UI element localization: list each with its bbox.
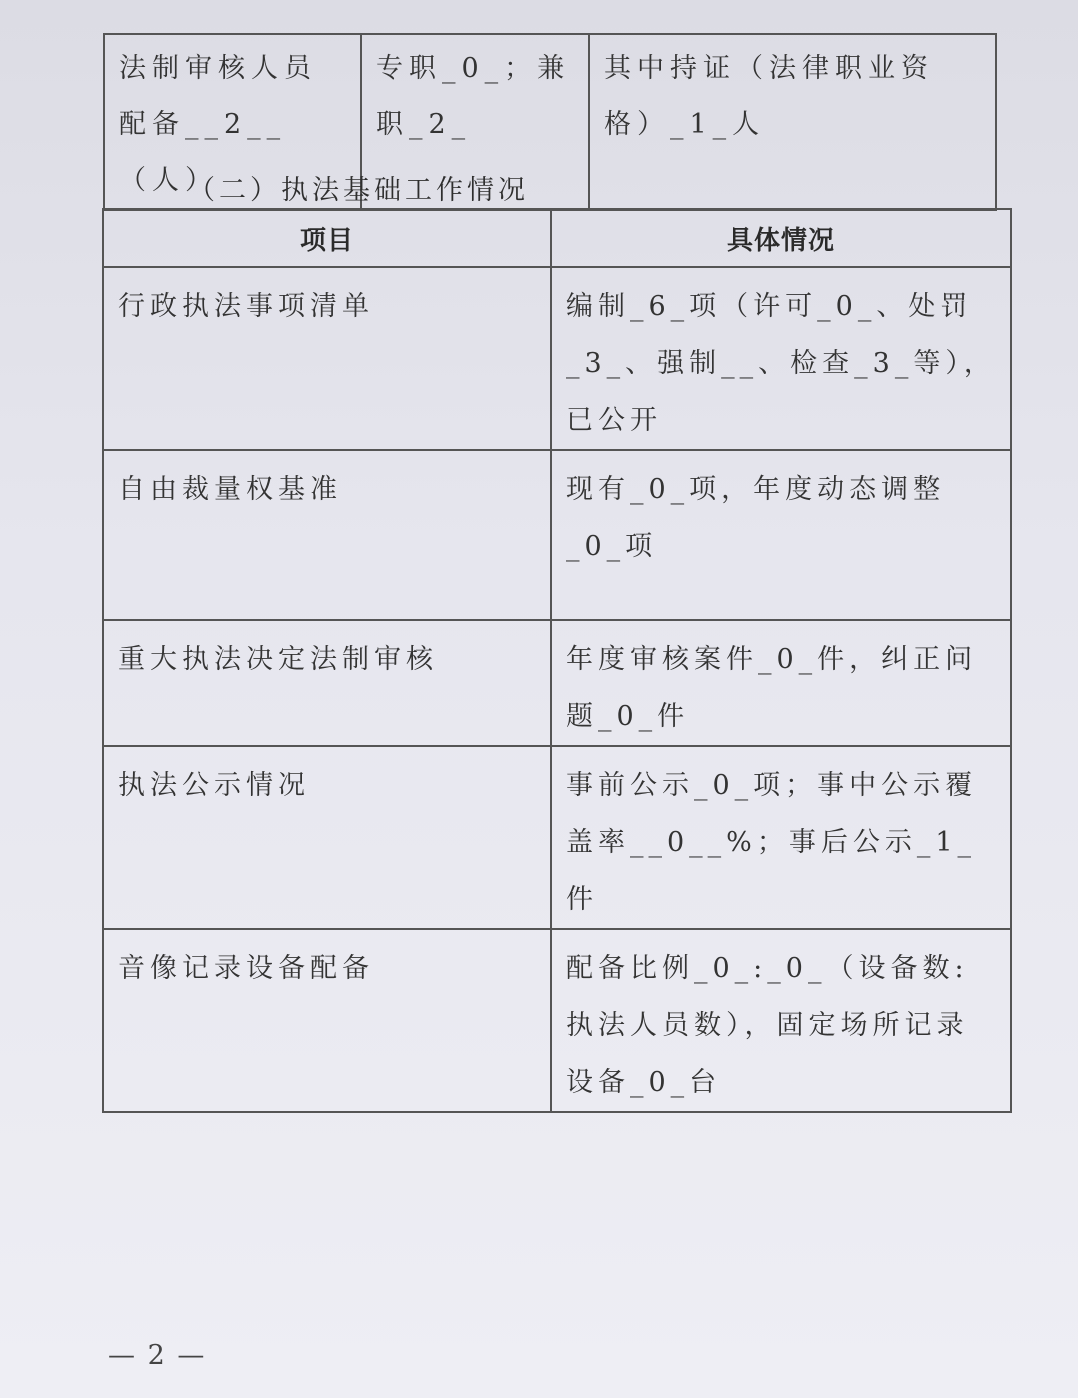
table-row (103, 620, 1011, 746)
staffing-label: 法制审核人员配备__2__（人） (104, 34, 361, 210)
table-row (103, 267, 1011, 450)
row-item: 音像记录设备配备 (103, 929, 551, 1112)
table-row (103, 450, 1011, 620)
certified-cell: 其中持证（法律职业资格）_1_人 (589, 34, 996, 210)
row-detail: 配备比例_0_:_0_（设备数:执法人员数），固定场所记录设备_0_台 (551, 929, 1011, 1112)
table-row (103, 746, 1011, 929)
table-header-row (103, 209, 1011, 267)
row-detail: 现有_0_项，年度动态调整_0_项 (551, 450, 1011, 620)
enforcement-basics-table (102, 208, 1012, 1113)
row-item: 自由裁量权基准 (103, 450, 551, 620)
row-item: 重大执法决定法制审核 (103, 620, 551, 746)
row-detail: 编制_6_项（许可_0_、处罚_3_、强制__、检查_3_等），已公开 (551, 267, 1011, 450)
header-detail: 具体情况 (551, 209, 1011, 267)
row-detail: 事前公示_0_项；事中公示覆盖率__0__%；事后公示_1_件 (551, 746, 1011, 929)
row-item: 执法公示情况 (103, 746, 551, 929)
section-heading: （二）执法基础工作情况 (188, 175, 529, 206)
row-item: 行政执法事项清单 (103, 267, 551, 450)
header-item: 项目 (103, 209, 551, 267)
table-row (103, 929, 1011, 1112)
fulltime-parttime-cell: 专职_0_；兼职_2_ (361, 34, 589, 210)
page-number: — 2 — (108, 1340, 207, 1371)
row-detail: 年度审核案件_0_件，纠正问题_0_件 (551, 620, 1011, 746)
